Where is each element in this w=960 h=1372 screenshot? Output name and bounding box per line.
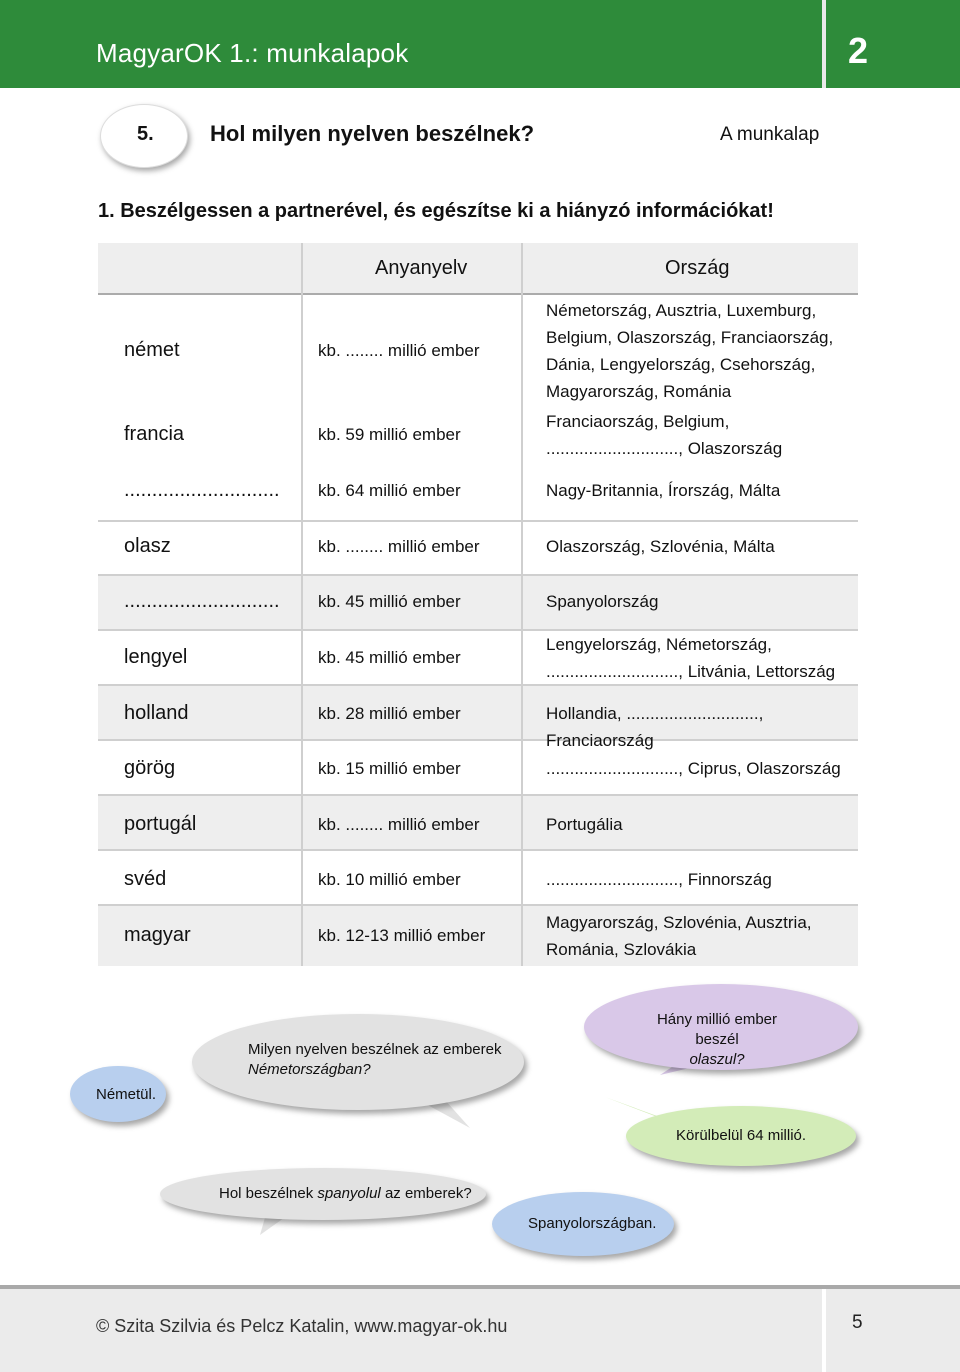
cell-language: francia bbox=[124, 423, 185, 445]
cell-language: ............................ bbox=[124, 590, 280, 612]
cell-language: görög bbox=[124, 757, 176, 779]
bubble-text bbox=[646, 1010, 788, 1070]
page-number: 5 bbox=[852, 1312, 863, 1333]
cell-speakers: kb. 45 millió ember bbox=[318, 592, 461, 611]
cell-countries: Olaszország, Szlovénia, Málta bbox=[546, 537, 775, 556]
worksheet-label: A munkalap bbox=[720, 124, 820, 145]
bubble-line: olaszul? bbox=[689, 1051, 745, 1068]
footer-divider bbox=[822, 1289, 826, 1372]
cell-speakers: kb. 10 millió ember bbox=[318, 870, 461, 889]
cell-countries: Magyarország, Szlovénia, Ausztria, Románia, Szlovákia bbox=[546, 913, 812, 959]
cell-countries: Lengyelország, Németország, ............................, Litvánia, Lettország bbox=[546, 635, 836, 681]
cell-language: portugál bbox=[124, 813, 197, 835]
chapter-number: 2 bbox=[848, 30, 869, 71]
cell-countries: Németország, Ausztria, Luxemburg, Belgium, Olaszország, Franciaország, Dánia, Lengyelország, Csehország, Magyarország, Románia bbox=[546, 301, 834, 401]
cell-countries: Franciaország, Belgium, ............................, Olaszország bbox=[546, 412, 783, 458]
cell-countries: Hollandia, ............................, Franciaország bbox=[546, 704, 764, 750]
bubble-line: Hol beszélnek bbox=[219, 1185, 318, 1202]
cell-speakers: kb. 12-13 millió ember bbox=[318, 926, 486, 945]
cell-speakers: kb. ........ millió ember bbox=[318, 815, 480, 834]
cell-language: svéd bbox=[124, 868, 167, 890]
cell-countries: Portugália bbox=[546, 815, 623, 834]
cell-language: olasz bbox=[124, 535, 171, 557]
cell-language: holland bbox=[124, 702, 189, 724]
cell-speakers: kb. 45 millió ember bbox=[318, 648, 461, 667]
bubble-line: Milyen nyelven beszélnek az emberek bbox=[248, 1041, 502, 1058]
bubble-line: spanyolul bbox=[317, 1185, 381, 1202]
bubble-text: Spanyolországban. bbox=[528, 1215, 657, 1232]
cell-speakers: kb. ........ millió ember bbox=[318, 537, 480, 556]
bubble-text: Németül. bbox=[96, 1086, 157, 1103]
lesson-title: Hol milyen nyelven beszélnek? bbox=[210, 121, 535, 146]
cell-countries: Nagy-Britannia, Írország, Málta bbox=[546, 481, 781, 500]
cell-speakers: kb. 15 millió ember bbox=[318, 759, 461, 778]
cell-countries: ............................, Finnország bbox=[546, 870, 772, 889]
bubble-line: Németországban? bbox=[248, 1061, 371, 1078]
task-instruction: 1. Beszélgessen a partnerével, és egészítse ki a hiányzó információkat! bbox=[98, 200, 774, 222]
cell-language: magyar bbox=[124, 924, 191, 946]
bubble-text: Körülbelül 64 millió. bbox=[676, 1127, 807, 1144]
cell-countries: Spanyolország bbox=[546, 592, 659, 611]
bubble-line: Hány millió ember beszél bbox=[656, 1011, 778, 1048]
cell-countries: ............................, Ciprus, Olaszország bbox=[546, 759, 841, 778]
cell-language: német bbox=[124, 339, 180, 361]
cell-language: ............................ bbox=[124, 479, 280, 501]
lesson-number: 5. bbox=[137, 123, 154, 145]
bubble-text bbox=[219, 1184, 472, 1204]
footer-credit: © Szita Szilvia és Pelcz Katalin, www.magyar-ok.hu bbox=[96, 1316, 508, 1336]
bubble-text bbox=[248, 1040, 501, 1080]
cell-speakers: kb. 28 millió ember bbox=[318, 704, 461, 723]
cell-speakers: kb. ........ millió ember bbox=[318, 341, 480, 360]
header-country: Ország bbox=[665, 257, 730, 279]
cell-language: lengyel bbox=[124, 646, 188, 668]
cell-speakers: kb. 59 millió ember bbox=[318, 425, 461, 444]
cell-speakers: kb. 64 millió ember bbox=[318, 481, 461, 500]
header-title: MagyarOK 1.: munkalapok bbox=[96, 38, 409, 68]
bubble-line: az emberek? bbox=[380, 1185, 472, 1202]
header-mother-tongue: Anyanyelv bbox=[375, 257, 468, 279]
